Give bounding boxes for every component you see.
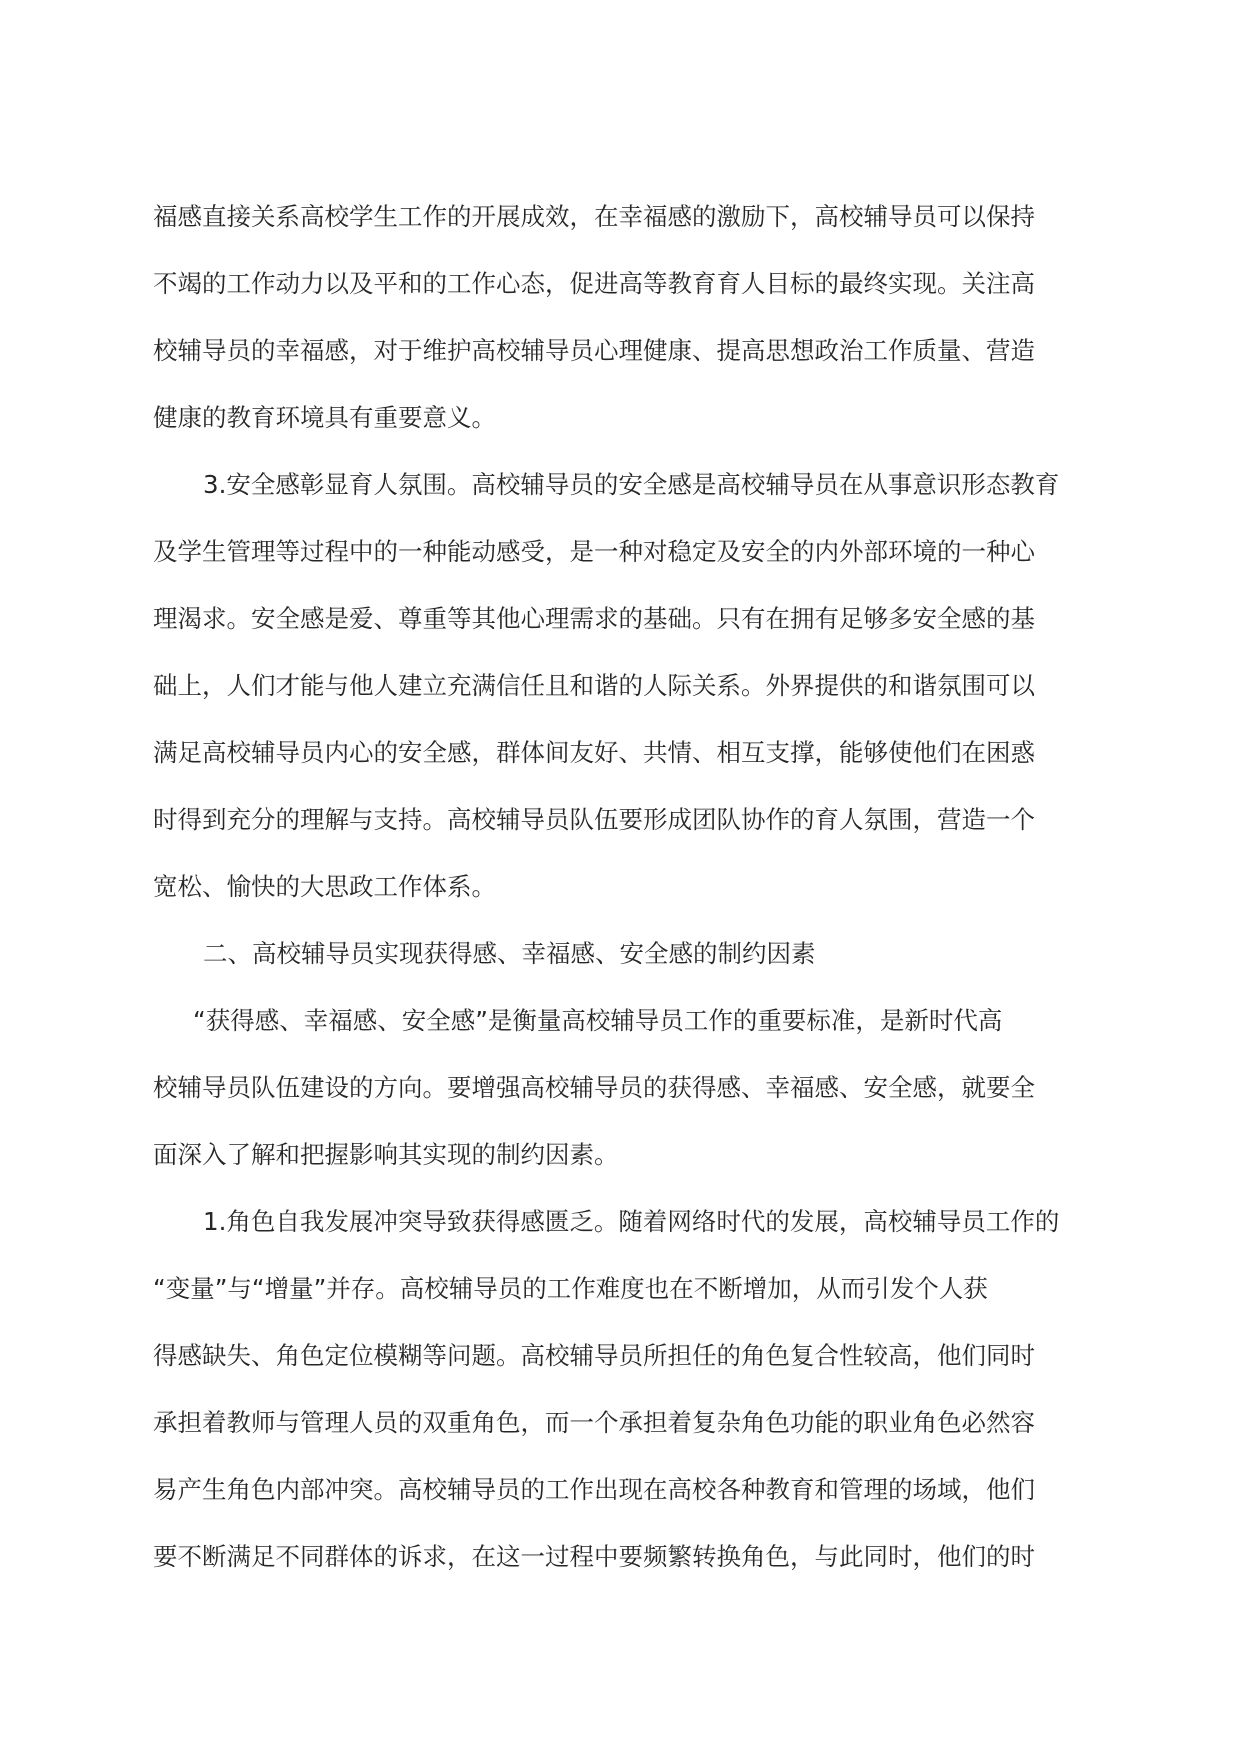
text-line: 得感缺失、角色定位模糊等问题。高校辅导员所担任的角色复合性较高，他们同时: [153, 1341, 1035, 1370]
text-line: 承担着教师与管理人员的双重角色，而一个承担着复杂角色功能的职业角色必然容: [153, 1408, 1035, 1437]
paragraph-first-line: “获得感、幸福感、安全感”是衡量高校辅导员工作的重要标准，是新时代高: [193, 1006, 1003, 1035]
paragraph-first-line: 1.角色自我发展冲突导致获得感匮乏。随着网络时代的发展，高校辅导员工作的: [203, 1207, 1060, 1236]
text-line: 满足高校辅导员内心的安全感，群体间友好、共情、相互支撑，能够使他们在困惑: [153, 738, 1035, 767]
text-line: 础上，人们才能与他人建立充满信任且和谐的人际关系。外界提供的和谐氛围可以: [153, 671, 1035, 700]
text-line: 不竭的工作动力以及平和的工作心态，促进高等教育育人目标的最终实现。关注高: [153, 269, 1035, 298]
text-line: 时得到充分的理解与支持。高校辅导员队伍要形成团队协作的育人氛围，营造一个: [153, 805, 1035, 834]
text-line: 宽松、愉快的大思政工作体系。: [153, 872, 496, 901]
text-line: 福感直接关系高校学生工作的开展成效，在幸福感的激励下，高校辅导员可以保持: [153, 202, 1035, 231]
text-line: 理渴求。安全感是爱、尊重等其他心理需求的基础。只有在拥有足够多安全感的基: [153, 604, 1035, 633]
paragraph-first-line: 3.安全感彰显育人氛围。高校辅导员的安全感是高校辅导员在从事意识形态教育: [203, 470, 1060, 499]
text-line: 易产生角色内部冲突。高校辅导员的工作出现在高校各种教育和管理的场域，他们: [153, 1475, 1035, 1504]
text-line: 健康的教育环境具有重要意义。: [153, 403, 496, 432]
text-line: 校辅导员队伍建设的方向。要增强高校辅导员的获得感、幸福感、安全感，就要全: [153, 1073, 1035, 1102]
section-heading: 二、高校辅导员实现获得感、幸福感、安全感的制约因素: [203, 939, 816, 968]
text-line: 面深入了解和把握影响其实现的制约因素。: [153, 1140, 619, 1169]
text-line: “变量”与“增量”并存。高校辅导员的工作难度也在不断增加，从而引发个人获: [153, 1274, 988, 1303]
text-line: 校辅导员的幸福感，对于维护高校辅导员心理健康、提高思想政治工作质量、营造: [153, 336, 1035, 365]
text-line: 及学生管理等过程中的一种能动感受，是一种对稳定及安全的内外部环境的一种心: [153, 537, 1035, 566]
text-line: 要不断满足不同群体的诉求，在这一过程中要频繁转换角色，与此同时，他们的时: [153, 1542, 1035, 1571]
document-body: [153, 183, 1093, 1590]
